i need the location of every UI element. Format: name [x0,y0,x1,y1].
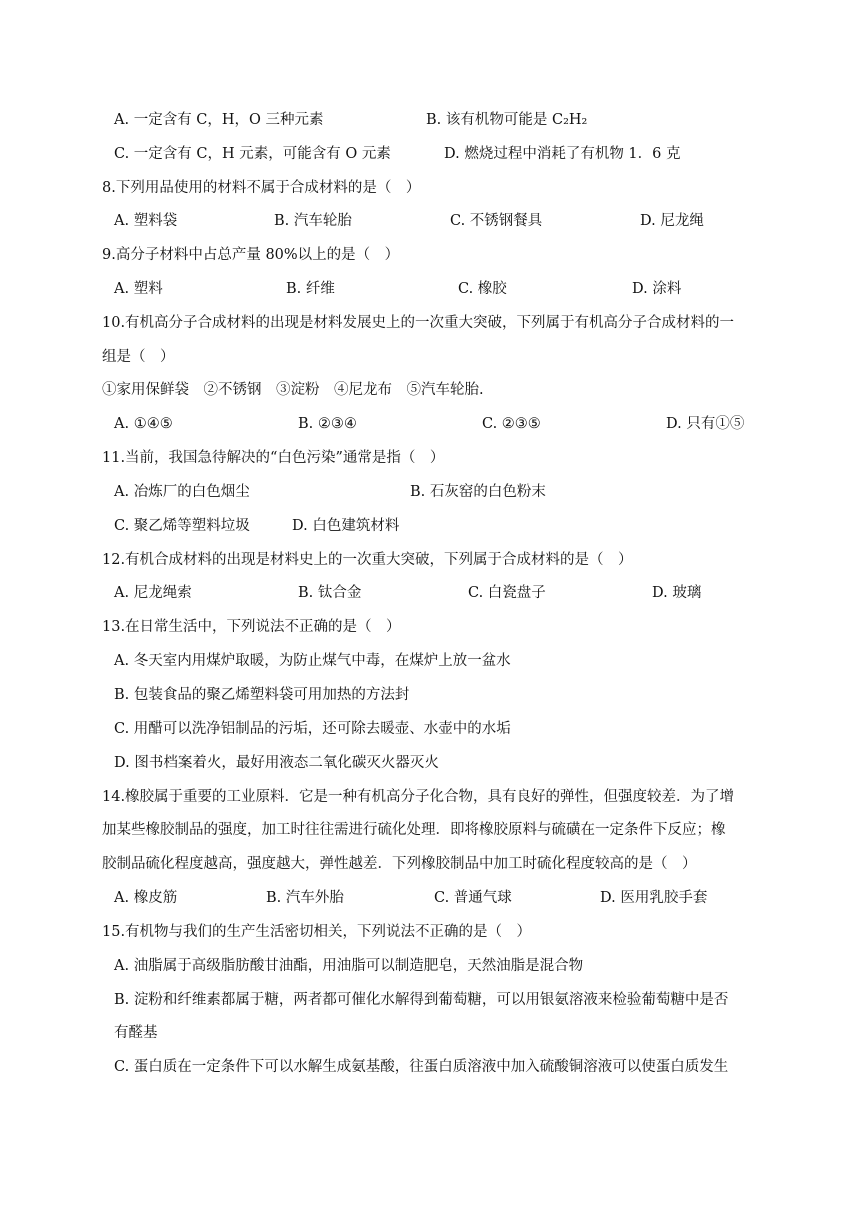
q12-option-c: C. 白瓷盘子 [468,585,546,601]
q9-option-d: D. 涂料 [632,281,682,297]
q14-option-b: B. 汽车外胎 [266,890,344,906]
q13-option-c: C. 用醋可以洗净铝制品的污垢，还可除去暖壶、水壶中的水垢 [114,721,511,737]
q7-option-d: D. 燃烧过程中消耗了有机物 1．6 克 [444,146,681,162]
q14-stem-line-3: 胶制品硫化程度越高，强度越大，弹性越差．下列橡胶制品中加工时硫化程度较高的是（ ） [102,856,697,872]
q8-option-c: C. 不锈钢餐具 [450,213,543,229]
q12-stem: 12.有机合成材料的出现是材料史上的一次重大突破，下列属于合成材料的是（ ） [102,552,633,568]
q9-option-a: A. 塑料 [114,281,163,297]
q13-stem: 13.在日常生活中，下列说法不正确的是（ ） [102,619,401,635]
q12-option-a: A. 尼龙绳索 [114,585,192,601]
q13-option-b: B. 包装食品的聚乙烯塑料袋可用加热的方法封 [114,687,410,703]
q10-option-b: B. ②③④ [298,416,357,432]
q12-option-d: D. 玻璃 [652,585,702,601]
q8-option-d: D. 尼龙绳 [640,213,704,229]
q8-option-b: B. 汽车轮胎 [274,213,352,229]
q15-option-b-line-1: B. 淀粉和纤维素都属于糖，两者都可催化水解得到葡萄糖，可以用银氨溶液来检验葡萄糖中是否 [114,992,729,1008]
q10-stem-line-2: 组是（ ） [102,349,175,365]
q15-option-c-line-1: C. 蛋白质在一定条件下可以水解生成氨基酸，往蛋白质溶液中加入硫酸铜溶液可以使蛋白质发生 [114,1059,729,1075]
q10-stem-line-1: 10.有机高分子合成材料的出现是材料发展史上的一次重大突破，下列属于有机高分子合成材料的一 [102,315,735,331]
q11-option-d: D. 白色建筑材料 [292,518,400,534]
q11-option-c: C. 聚乙烯等塑料垃圾 [114,518,250,534]
q14-option-d: D. 医用乳胶手套 [600,890,708,906]
q15-option-a: A. 油脂属于高级脂肪酸甘油酯，用油脂可以制造肥皂，天然油脂是混合物 [114,958,584,974]
q10-items: ①家用保鲜袋 ②不锈钢 ③淀粉 ④尼龙布 ⑤汽车轮胎. [102,382,484,398]
q14-option-a: A. 橡皮筋 [114,890,178,906]
q11-option-b: B. 石灰窑的白色粉末 [410,484,546,500]
q11-option-a: A. 冶炼厂的白色烟尘 [114,484,250,500]
q14-stem-line-1: 14.橡胶属于重要的工业原料．它是一种有机高分子化合物，具有良好的弹性，但强度较差．为了增 [102,789,735,805]
q13-option-d: D. 图书档案着火，最好用液态二氧化碳灭火器灭火 [114,755,439,771]
q15-option-b-line-2: 有醛基 [114,1025,158,1041]
q9-option-c: C. 橡胶 [458,281,507,297]
q9-stem: 9.高分子材料中占总产量 80%以上的是（ ） [102,247,400,263]
q15-stem: 15.有机物与我们的生产生活密切相关，下列说法不正确的是（ ） [102,924,532,940]
q7-option-b: B. 该有机物可能是 C₂H₂ [426,112,588,128]
q14-stem-line-2: 加某些橡胶制品的强度，加工时往往需进行硫化处理．即将橡胶原料与硫磺在一定条件下反应；橡 [102,822,726,838]
q8-option-a: A. 塑料袋 [114,213,178,229]
q12-option-b: B. 钛合金 [298,585,362,601]
q10-option-a: A. ①④⑤ [114,416,173,432]
q7-option-c: C. 一定含有 C，H 元素，可能含有 O 元素 [114,146,391,162]
q10-option-c: C. ②③⑤ [482,416,541,432]
q9-option-b: B. 纤维 [286,281,335,297]
q8-stem: 8.下列用品使用的材料不属于合成材料的是（ ） [102,180,421,196]
q11-stem: 11.当前，我国急待解决的“白色污染”通常是指（ ） [102,450,445,466]
q13-option-a: A. 冬天室内用煤炉取暖，为防止煤气中毒，在煤炉上放一盆水 [114,653,511,669]
q10-option-d: D. 只有①⑤ [666,416,745,432]
q14-option-c: C. 普通气球 [434,890,512,906]
q7-option-a: A. 一定含有 C，H，O 三种元素 [114,112,324,128]
